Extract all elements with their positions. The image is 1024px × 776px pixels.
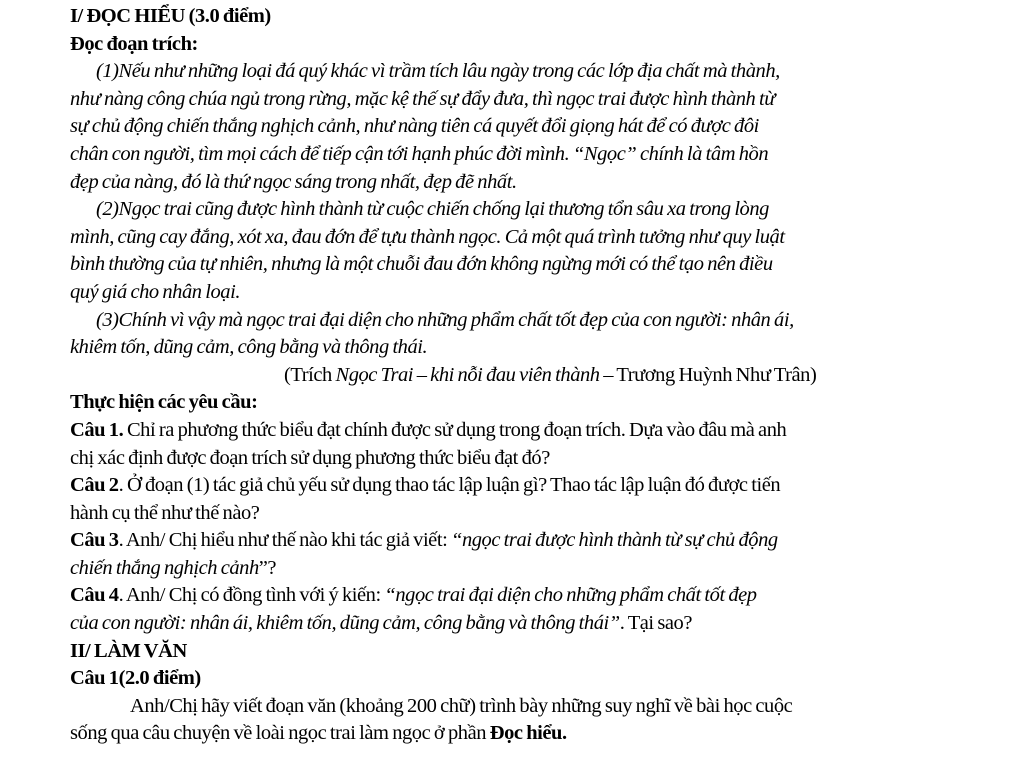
question-quote: của con người: nhân ái, khiêm tốn, dũng cảm, công bằng và thông thái” bbox=[70, 612, 620, 635]
excerpt-line: chân con người, tìm mọi cách để tiếp cận tới hạnh phúc đời mình. “Ngọc” chính là tâm hồn bbox=[70, 142, 769, 165]
question-2 bbox=[70, 472, 1000, 527]
question-text: . Anh/ Chị có đồng tình với ý kiến: bbox=[118, 584, 385, 607]
question-text: Chỉ ra phương thức biểu đạt chính được sử dụng trong đoạn trích. Dựa vào đâu mà anh bbox=[123, 418, 787, 441]
excerpt-line: (2)Ngọc trai cũng được hình thành từ cuộc chiến chống lại thương tổn sâu xa trong lòng bbox=[96, 198, 769, 221]
tasks-heading: Thực hiện các yêu cầu: bbox=[70, 391, 258, 414]
writing-section-heading: II/ LÀM VĂN bbox=[70, 639, 187, 662]
excerpt-line: đẹp của nàng, đó là thứ ngọc sáng trong nhất, đẹp đẽ nhất. bbox=[70, 170, 517, 193]
writing-prompt-line: sống qua câu chuyện về loài ngọc trai làm ngọc ở phần bbox=[70, 722, 490, 745]
question-text: ”? bbox=[258, 556, 277, 579]
excerpt-line: như nàng công chúa ngủ trong rừng, mặc kệ thế sự đẩy đưa, thì ngọc trai được hình thành từ bbox=[70, 87, 776, 110]
writing-prompt-line: Anh/Chị hãy viết đoạn văn (khoảng 200 chữ) trình bày những suy nghĩ về bài học cuộc bbox=[130, 694, 793, 717]
reading-section-heading: I/ ĐỌC HIỂU (3.0 điểm) bbox=[70, 5, 271, 27]
source-open: (Trích bbox=[284, 363, 336, 386]
question-text: . Tại sao? bbox=[619, 612, 692, 635]
source-title: Ngọc Trai – khi nỗi đau viên thành bbox=[335, 363, 600, 386]
question-label: Câu 3 bbox=[70, 529, 119, 552]
excerpt-line: bình thường của tự nhiên, nhưng là một chuỗi đau đớn không ngừng mới có thể tạo nên điều bbox=[70, 253, 773, 276]
writing-prompt-emphasis: Đọc hiểu. bbox=[489, 722, 567, 745]
question-3 bbox=[70, 527, 1000, 582]
excerpt-paragraph-1 bbox=[70, 58, 1000, 196]
question-quote: “ngọc trai đại diện cho những phẩm chất tốt đẹp bbox=[384, 584, 757, 607]
question-4 bbox=[70, 582, 1000, 637]
question-label: Câu 2 bbox=[70, 474, 119, 497]
read-excerpt-instruction: Đọc đoạn trích: bbox=[70, 32, 198, 55]
excerpt-line: (3)Chính vì vậy mà ngọc trai đại diện cho những phẩm chất tốt đẹp của con người: nhân ái, bbox=[96, 308, 794, 331]
question-text: . Anh/ Chị hiểu như thế nào khi tác giả viết: bbox=[118, 529, 451, 552]
excerpt-line: sự chủ động chiến thắng nghịch cảnh, như nàng tiên cá quyết đổi giọng hát để có được đôi bbox=[70, 115, 759, 138]
excerpt-source bbox=[70, 362, 1000, 390]
question-text: . Ở đoạn (1) tác giả chủ yếu sử dụng thao tác lập luận gì? Thao tác lập luận đó được tiến bbox=[118, 474, 781, 497]
source-author: – Trương Huỳnh Như Trân) bbox=[599, 363, 817, 386]
question-text: hành cụ thể như thế nào? bbox=[70, 501, 260, 524]
writing-question-heading: Câu 1(2.0 điểm) bbox=[70, 667, 201, 690]
question-1 bbox=[70, 417, 1000, 472]
excerpt-paragraph-3 bbox=[70, 307, 1000, 362]
excerpt-line: (1)Nếu như những loại đá quý khác vì trầm tích lâu ngày trong các lớp địa chất mà thành, bbox=[96, 60, 780, 83]
excerpt bbox=[70, 58, 1000, 362]
excerpt-line: mình, cũng cay đắng, xót xa, đau đớn để tựu thành ngọc. Cả một quá trình tưởng như quy luật bbox=[70, 225, 785, 248]
excerpt-paragraph-2 bbox=[70, 196, 1000, 306]
question-label: Câu 1. bbox=[70, 418, 124, 441]
question-text: chị xác định được đoạn trích sử dụng phương thức biểu đạt đó? bbox=[70, 446, 550, 469]
question-label: Câu 4 bbox=[70, 584, 119, 607]
question-quote: “ngọc trai được hình thành từ sự chủ động bbox=[451, 529, 778, 552]
exam-document bbox=[70, 3, 1000, 748]
excerpt-line: khiêm tốn, dũng cảm, công bằng và thông thái. bbox=[70, 336, 428, 359]
question-quote: chiến thắng nghịch cảnh bbox=[70, 556, 259, 579]
excerpt-line: quý giá cho nhân loại. bbox=[70, 280, 241, 303]
